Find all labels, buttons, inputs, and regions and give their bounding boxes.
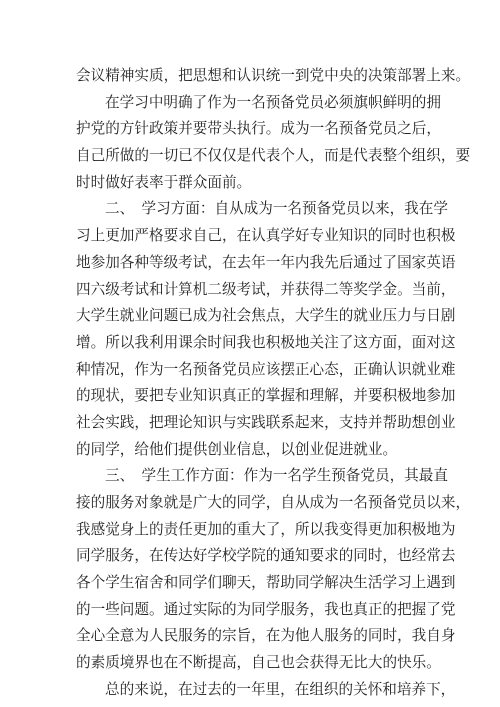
paragraph-study-clarify <box>76 90 471 197</box>
text-line: 社会实践，把理论知识与实践联系起来，支持并帮助想创业 <box>76 413 456 431</box>
text-line: 自己所做的一切已不仅仅是代表个人，而是代表整个组织，要 <box>76 147 471 165</box>
paragraph-study-section <box>76 196 456 463</box>
text-line: 在学习中明确了作为一名预备党员必须旗帜鲜明的拥 <box>105 93 441 111</box>
text-line: 三、 学生工作方面：作为一名学生预备党员，其最直 <box>105 467 448 485</box>
paragraph-summary <box>76 677 456 704</box>
text-line: 护党的方针政策并要带头执行。成为一名预备党员之后， <box>76 120 441 138</box>
text-line: 的现状，要把专业知识真正的掌握和理解，并要积极地参加 <box>76 387 456 405</box>
document-body <box>76 63 471 704</box>
text-line: 种情况，作为一名预备党员应该摆正心态，正确认识就业难 <box>76 360 456 378</box>
text-line: 习上更加严格要求自己，在认真学好专业知识的同时也积极 <box>76 227 456 245</box>
text-line: 全心全意为人民服务的宗旨，在为他人服务的同时，我自身 <box>76 627 456 645</box>
text-line: 的同学，给他们提供创业信息，以创业促进就业。 <box>76 440 398 458</box>
text-line: 我感觉身上的责任更加的重大了，所以我变得更加积极地为 <box>76 520 456 538</box>
paragraph-student-work <box>76 463 471 677</box>
text-line: 时时做好表率于群众面前。 <box>76 173 252 191</box>
text-line: 总的来说，在过去的一年里，在组织的关怀和培养下， <box>105 680 456 698</box>
paragraph-intro-tail <box>76 63 471 90</box>
text-line: 四六级考试和计算机二级考试，并获得二等奖学金。当前， <box>76 280 456 298</box>
text-line: 接的服务对象就是广大的同学，自从成为一名预备党员以来， <box>76 494 471 511</box>
text-line: 地参加各种等级考试，在去年一年内我先后通过了国家英语 <box>76 253 456 271</box>
text-line: 的一些问题。通过实际的为同学服务，我也真正的把握了党 <box>76 600 456 618</box>
text-line: 同学服务，在传达好学校学院的通知要求的同时，也经常去 <box>76 547 456 565</box>
text-line: 会议精神实质，把思想和认识统一到党中央的决策部署上来。 <box>76 67 471 84</box>
text-line: 增。所以我利用课余时间我也积极地关注了这方面，面对这 <box>76 333 456 351</box>
text-line: 的素质境界也在不断提高，自己也会获得无比大的快乐。 <box>76 654 441 672</box>
text-line: 大学生就业问题已成为社会焦点，大学生的就业压力与日剧 <box>76 307 456 325</box>
text-line: 各个学生宿舍和同学们聊天，帮助同学解决生活学习上遇到 <box>76 574 456 592</box>
text-line: 二、 学习方面：自从成为一名预备党员以来，我在学 <box>105 200 448 218</box>
